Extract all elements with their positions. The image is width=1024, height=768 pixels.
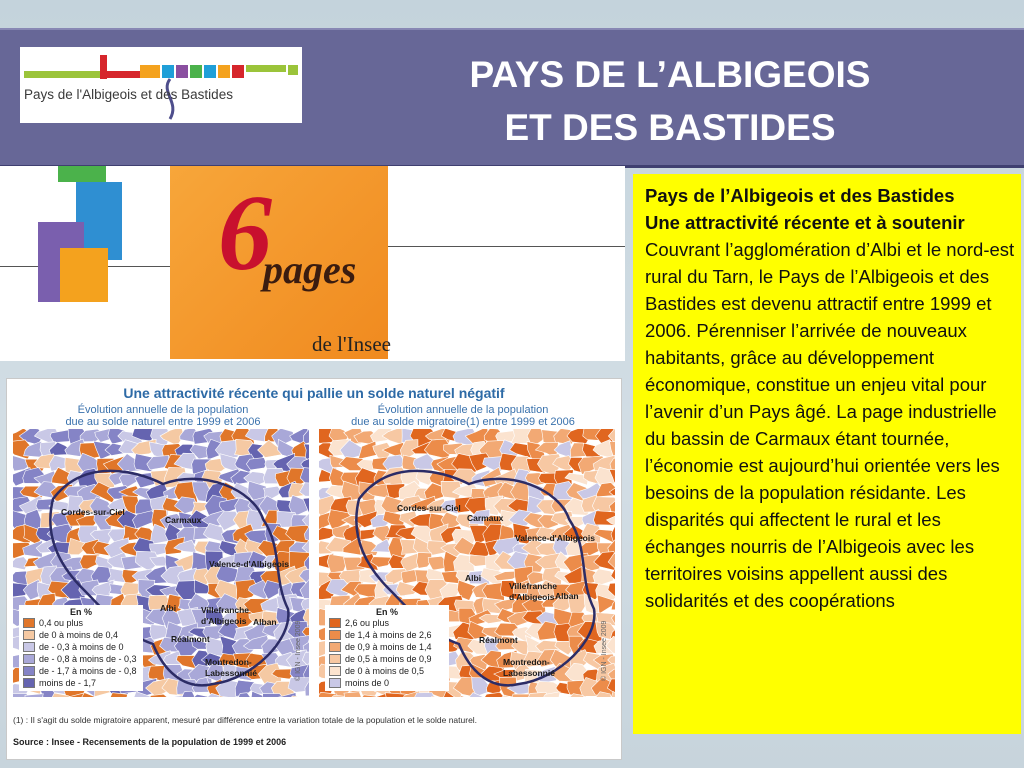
summary-body: Couvrant l’agglomération d’Albi et le nord-est rural du Tarn, le Pays de l’Albigeois et des Bastides est devenu attractif entre 1999 et 2006. Pérenniser l’arrivée de nouveaux habitants, grâce au développement économique, constitue un enjeu vital pour l’avenir d’un Pays âgé. La page industrielle du bassin de Carmaux étant tournée, l’économie est aujourd’hui orientée vers les besoins de la population résidante. Les disparités qui affectent le rural et les échanges nourris de l’Albigeois avec les territoires voisins appellent aussi des solidarités et des coopérations bbox=[645, 239, 1015, 611]
place-label: d'Albigeois bbox=[201, 616, 247, 626]
publication-cover bbox=[0, 166, 625, 361]
legend-swatch bbox=[329, 654, 341, 664]
logo-graphic bbox=[20, 47, 302, 123]
place-label: Villefranche bbox=[509, 581, 558, 591]
legend-item bbox=[23, 653, 139, 665]
place-label: Carmaux bbox=[467, 513, 504, 523]
legend-label: de 1,4 à moins de 2,6 bbox=[345, 630, 432, 640]
left-map-legend bbox=[19, 605, 143, 691]
left-map bbox=[13, 429, 309, 697]
place-label: Villefranche bbox=[201, 605, 250, 615]
legend-item bbox=[23, 641, 139, 653]
legend-swatch bbox=[23, 666, 35, 676]
place-label: Cordes-sur-Ciel bbox=[397, 503, 461, 513]
divider bbox=[388, 246, 625, 247]
title-line-1: PAYS DE L’ALBIGEOIS bbox=[469, 54, 871, 95]
footnote: (1) : Il s'agit du solde migratoire apparent, mesuré par différence entre la variation totale de la population et le solde naturel. bbox=[13, 715, 478, 725]
place-label: Montredon- bbox=[205, 657, 252, 667]
legend-item bbox=[23, 629, 139, 641]
legend-item bbox=[329, 653, 445, 665]
left-map-subtitle bbox=[23, 404, 303, 428]
logo bbox=[20, 47, 302, 123]
place-label: Montredon- bbox=[503, 657, 550, 667]
place-label: Labessonnié bbox=[503, 668, 555, 678]
legend-label: 0,4 ou plus bbox=[39, 618, 84, 628]
legend-label: 2,6 ou plus bbox=[345, 618, 390, 628]
legend-label: de 0 à moins de 0,4 bbox=[39, 630, 119, 640]
legend-label: moins de 0 bbox=[345, 678, 390, 688]
summary-subtitle: Une attractivité récente et à soutenir bbox=[645, 212, 965, 233]
place-label: Labessonnié bbox=[205, 668, 257, 678]
place-label: Réalmont bbox=[171, 634, 210, 644]
legend-title: En % bbox=[375, 607, 398, 617]
logo-text: Pays de l'Albigeois et des Bastides bbox=[24, 87, 233, 102]
place-label: Albi bbox=[465, 573, 482, 583]
legend-swatch bbox=[329, 666, 341, 676]
legend-swatch bbox=[23, 642, 35, 652]
legend-item bbox=[329, 641, 445, 653]
right-subtitle-line1: Évolution annuelle de la population bbox=[377, 404, 549, 416]
place-label: Alban bbox=[555, 591, 579, 601]
cover-insee-label: de l'Insee bbox=[312, 332, 391, 356]
place-label: Valence-d'Albigeois bbox=[515, 533, 595, 543]
figure-title: Une attractivité récente qui pallie un solde naturel négatif bbox=[123, 385, 505, 401]
title-line-2: ET DES BASTIDES bbox=[504, 107, 836, 148]
left-subtitle-line2: due au solde naturel entre 1999 et 2006 bbox=[65, 416, 261, 428]
map-figure bbox=[6, 378, 622, 760]
cover-pages-label: pages bbox=[263, 247, 357, 292]
cover-number: 6 bbox=[218, 174, 272, 293]
legend-label: de - 1,7 à moins de - 0,8 bbox=[39, 666, 137, 676]
legend-item bbox=[329, 629, 445, 641]
legend-label: de - 0,3 à moins de 0 bbox=[39, 642, 124, 652]
legend-swatch bbox=[329, 630, 341, 640]
summary-text-box bbox=[633, 174, 1021, 734]
legend-item bbox=[329, 665, 445, 677]
place-label: Albi bbox=[160, 603, 177, 613]
legend-title: En % bbox=[69, 607, 92, 617]
legend-label: moins de - 1,7 bbox=[39, 678, 97, 688]
cover-card bbox=[170, 166, 388, 359]
legend-swatch bbox=[329, 642, 341, 652]
legend-item bbox=[23, 617, 139, 629]
legend-label: de 0 à moins de 0,5 bbox=[345, 666, 425, 676]
legend-swatch bbox=[23, 654, 35, 664]
header-banner bbox=[0, 28, 1024, 168]
legend-swatch bbox=[329, 678, 341, 688]
copyright-label: © IGN - Insee 2009 bbox=[601, 620, 608, 681]
copyright-label: © IGN - Insee 2009 bbox=[295, 620, 302, 681]
place-label: d'Albigeois bbox=[509, 592, 555, 602]
right-subtitle-line2: due au solde migratoire(1) entre 1999 et 2006 bbox=[351, 416, 575, 428]
legend-item bbox=[329, 617, 445, 629]
legend-swatch bbox=[23, 630, 35, 640]
legend-swatch bbox=[329, 618, 341, 628]
legend-label: de 0,9 à moins de 1,4 bbox=[345, 642, 432, 652]
legend-label: de - 0,8 à moins de - 0,3 bbox=[39, 654, 137, 664]
page-title bbox=[380, 48, 960, 154]
legend-item bbox=[329, 677, 445, 689]
legend-item bbox=[23, 665, 139, 677]
legend-swatch bbox=[23, 618, 35, 628]
summary-title: Pays de l’Albigeois et des Bastides bbox=[645, 185, 955, 206]
place-label: Carmaux bbox=[165, 515, 202, 525]
colored-squares-graphic bbox=[30, 166, 140, 306]
legend-item bbox=[23, 677, 139, 689]
place-label: Alban bbox=[253, 617, 277, 627]
right-map-legend bbox=[325, 605, 449, 691]
legend-label: de 0,5 à moins de 0,9 bbox=[345, 654, 432, 664]
legend-swatch bbox=[23, 678, 35, 688]
source-note: Source : Insee - Recensements de la population de 1999 et 2006 bbox=[13, 737, 287, 747]
right-map-subtitle bbox=[323, 404, 603, 428]
place-label: Valence-d'Albigeois bbox=[209, 559, 289, 569]
left-subtitle-line1: Évolution annuelle de la population bbox=[77, 404, 249, 416]
right-map bbox=[319, 429, 615, 697]
place-label: Réalmont bbox=[479, 635, 518, 645]
place-label: Cordes-sur-Ciel bbox=[61, 507, 125, 517]
